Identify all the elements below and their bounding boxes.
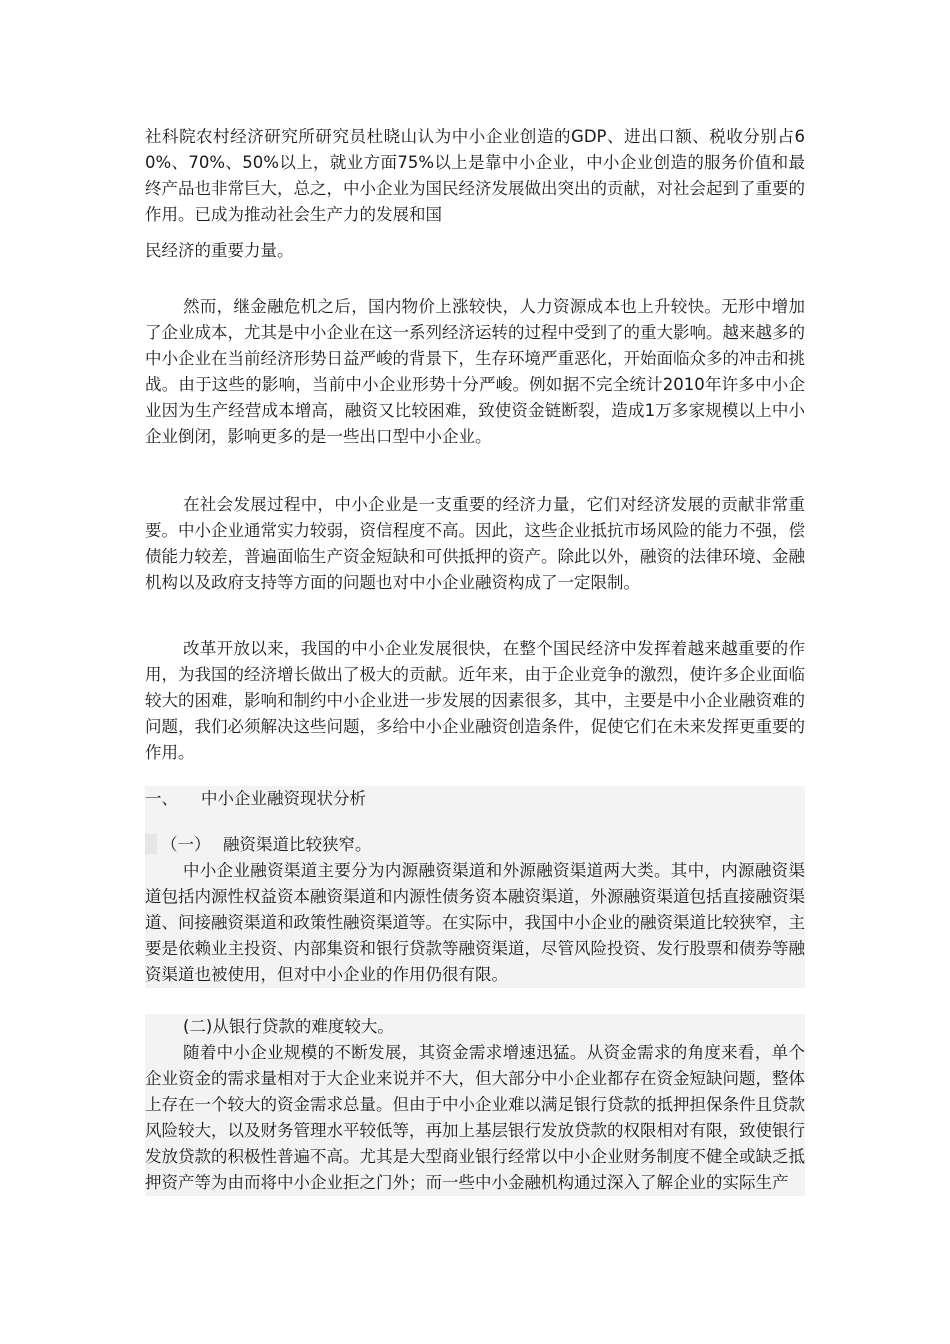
section-title: 中小企业融资现状分析 bbox=[201, 789, 366, 808]
paragraph-5: 中小企业融资渠道主要分为内源融资渠道和外源融资渠道两大类。其中，内源融资渠道包括内源性权益资本融资渠道和内源性债务资本融资渠道，外源融资渠道包括直接融资渠道、间接融资渠道和政策性融资渠道等。在实际中，我国中小企业的融资渠道比较狭窄，主要是依赖业主投资、内部集资和银行贷款等融资渠道，尽管风险投资、发行股票和债券等融资渠道也被使用，但对中小企业的作用仍很有限。 bbox=[145, 858, 805, 988]
section-heading bbox=[145, 786, 805, 812]
shading-mark bbox=[145, 834, 157, 854]
paragraph-1-continued: 民经济的重要力量。 bbox=[145, 241, 294, 260]
paragraph-2: 然而，继金融危机之后，国内物价上涨较快，人力资源成本也上升较快。无形中增加了企业成本，尤其是中小企业在这一系列经济运转的过程中受到了的重大影响。越来越多的中小企业在当前经济形势日益严峻的背景下，生存环境严重恶化，开始面临众多的冲击和挑战。由于这些的影响，当前中小企业形势十分严峻。例如据不完全统计2010年许多中小企业因为生产经营成本增高，融资又比较困难，致使资金链断裂，造成1万多家规模以上中小企业倒闭，影响更多的是一些出口型中小企业。 bbox=[145, 297, 805, 446]
subsection-heading-1 bbox=[145, 832, 805, 858]
paragraph-4: 改革开放以来，我国的中小企业发展很快，在整个国民经济中发挥着越来越重要的作用，为我国的经济增长做出了极大的贡献。近年来，由于企业竞争的激烈，使许多企业面临较大的困难，影响和制约中小企业进一步发展的因素很多，其中，主要是中小企业融资难的问题，我们必须解决这些问题，多给中小企业融资创造条件，促使它们在未来发挥更重要的作用。 bbox=[145, 639, 805, 762]
paragraph-3: 在社会发展过程中，中小企业是一支重要的经济力量，它们对经济发展的贡献非常重要。中小企业通常实力较弱，资信程度不高。因此，这些企业抵抗市场风险的能力不强，偿债能力较差，普遍面临生产资金短缺和可供抵押的资产。除此以外，融资的法律环境、金融机构以及政府支持等方面的问题也对中小企业融资构成了一定限制。 bbox=[145, 495, 805, 592]
paragraph-1: 社科院农村经济研究所研究员杜晓山认为中小企业创造的GDP、进出口额、税收分别占60%、70%、50%以上，就业方面75%以上是靠中小企业，中小企业创造的服务价值和最终产品也非常巨大，总之，中小企业为国民经济发展做出突出的贡献，对社会起到了重要的作用。已成为推动社会生产力的发展和国 bbox=[145, 127, 805, 224]
paragraph-6: 随着中小企业规模的不断发展，其资金需求增速迅猛。从资金需求的角度来看，单个企业资金的需求量相对于大企业来说并不大，但大部分中小企业都存在资金短缺问题，整体上存在一个较大的资金需求总量。但由于中小企业难以满足银行贷款的抵押担保条件且贷款风险较大，以及财务管理水平较低等，再加上基层银行发放贷款的权限相对有限，致使银行发放贷款的积极性普遍不高。尤其是大型商业银行经常以中小企业财务制度不健全或缺乏抵押资产等为由而将中小企业拒之门外；而一些中小金融机构通过深入了解企业的实际生产 bbox=[145, 1040, 805, 1196]
section-number: 一、 bbox=[145, 789, 178, 808]
subsection-heading-2: (二)从银行贷款的难度较大。 bbox=[145, 1014, 805, 1040]
subsection-number: （一） bbox=[161, 835, 211, 854]
section-spacer bbox=[145, 812, 805, 832]
subsection-title: 融资渠道比较狭窄。 bbox=[223, 835, 372, 854]
